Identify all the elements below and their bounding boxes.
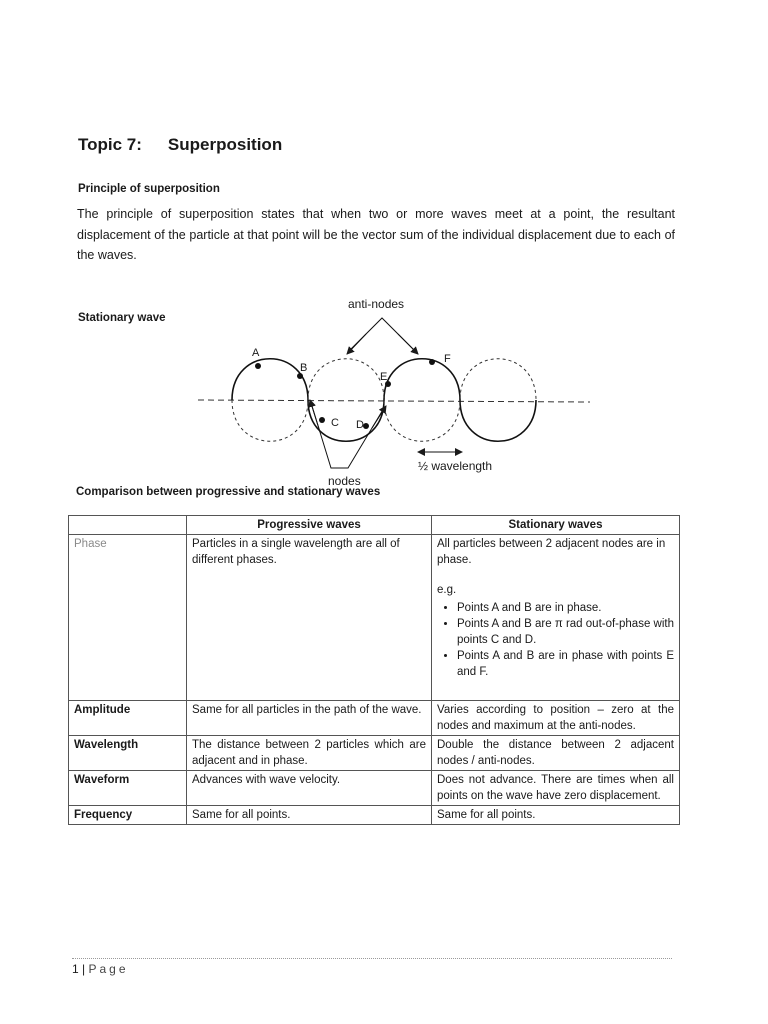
frequency-label: Frequency xyxy=(69,806,187,825)
table-row-amplitude xyxy=(69,701,680,736)
waveform-stationary: Does not advance. There are times when all points on the wave have zero displacement. xyxy=(432,771,680,806)
antinodes-label: anti-nodes xyxy=(348,297,405,311)
list-item: • Points A and B are π rad out-of-phase with points C and D. xyxy=(457,616,674,648)
frequency-progressive: Same for all points. xyxy=(187,806,432,825)
point-b-label: B xyxy=(300,362,308,374)
phase-stationary xyxy=(432,535,680,701)
point-c-label: C xyxy=(331,417,339,429)
topic-title: Superposition xyxy=(167,135,283,154)
amplitude-progressive: Same for all particles in the path of the wave. xyxy=(187,701,432,736)
antinodes-arrow-right xyxy=(398,334,418,354)
footer-separator: | xyxy=(82,962,86,976)
phase-stationary-text: All particles between 2 adjacent nodes are in phase. xyxy=(437,538,666,566)
stationary-wave-heading: Stationary wave xyxy=(78,312,166,324)
nodes-arrow-right xyxy=(372,406,386,428)
principle-paragraph: The principle of superposition states that when two or more waves meet at a point, the resultant displacement of the particle at that point will be the vector sum of the individual displacement due to each of the waves. xyxy=(77,207,675,262)
table-header-row xyxy=(69,516,680,535)
point-e-label: E xyxy=(380,371,388,383)
antinodes-pointer xyxy=(348,318,416,352)
table-row-waveform xyxy=(69,771,680,806)
nodes-arrow-left xyxy=(310,400,320,432)
page-title xyxy=(78,135,282,155)
phase-label: Phase xyxy=(69,535,187,701)
comparison-table xyxy=(68,515,680,825)
header-stationary: Stationary waves xyxy=(432,516,680,535)
header-progressive: Progressive waves xyxy=(187,516,432,535)
stationary-wave-diagram xyxy=(190,290,610,500)
antinodes-arrow-left xyxy=(347,334,366,354)
nodes-pointer xyxy=(312,406,384,468)
principle-heading: Principle of superposition xyxy=(78,183,220,195)
waveform-label: Waveform xyxy=(69,771,187,806)
amplitude-label: Amplitude xyxy=(69,701,187,736)
point-d-label: D xyxy=(356,419,364,431)
table-row-frequency xyxy=(69,806,680,825)
page-number: 1 xyxy=(72,962,79,976)
point-c-marker xyxy=(319,417,325,423)
point-a-marker xyxy=(255,363,261,369)
phase-eg-label: e.g. xyxy=(437,584,457,596)
point-f-marker xyxy=(429,359,435,365)
amplitude-stationary: Varies according to position – zero at the nodes and maximum at the anti-nodes. xyxy=(432,701,680,736)
phase-progressive: Particles in a single wavelength are all of different phases. xyxy=(187,535,432,701)
phase-bullet-list xyxy=(437,600,674,680)
wavelength-label: ½ wavelength xyxy=(418,459,493,473)
table-row-wavelength xyxy=(69,736,680,771)
point-f-label: F xyxy=(444,353,451,365)
header-blank xyxy=(69,516,187,535)
list-item: • Points A and B are in phase with points E and F. xyxy=(457,648,674,680)
comparison-heading: Comparison between progressive and stationary waves xyxy=(76,486,381,498)
waveform-progressive: Advances with wave velocity. xyxy=(187,771,432,806)
page-footer xyxy=(72,962,129,976)
nodes-label: nodes xyxy=(328,474,361,488)
frequency-stationary: Same for all points. xyxy=(432,806,680,825)
list-item: • Points A and B are in phase. xyxy=(457,600,674,616)
point-a-label: A xyxy=(252,347,260,359)
topic-number: Topic 7: xyxy=(78,135,142,154)
wavelength-stationary: Double the distance between 2 adjacent nodes / anti-nodes. xyxy=(432,736,680,771)
wavelength-progressive: The distance between 2 particles which are adjacent and in phase. xyxy=(187,736,432,771)
equilibrium-axis xyxy=(198,400,590,402)
wavelength-row-label: Wavelength xyxy=(69,736,187,771)
table-row-phase xyxy=(69,535,680,701)
footer-divider xyxy=(72,958,672,959)
page-word: Page xyxy=(88,962,129,976)
